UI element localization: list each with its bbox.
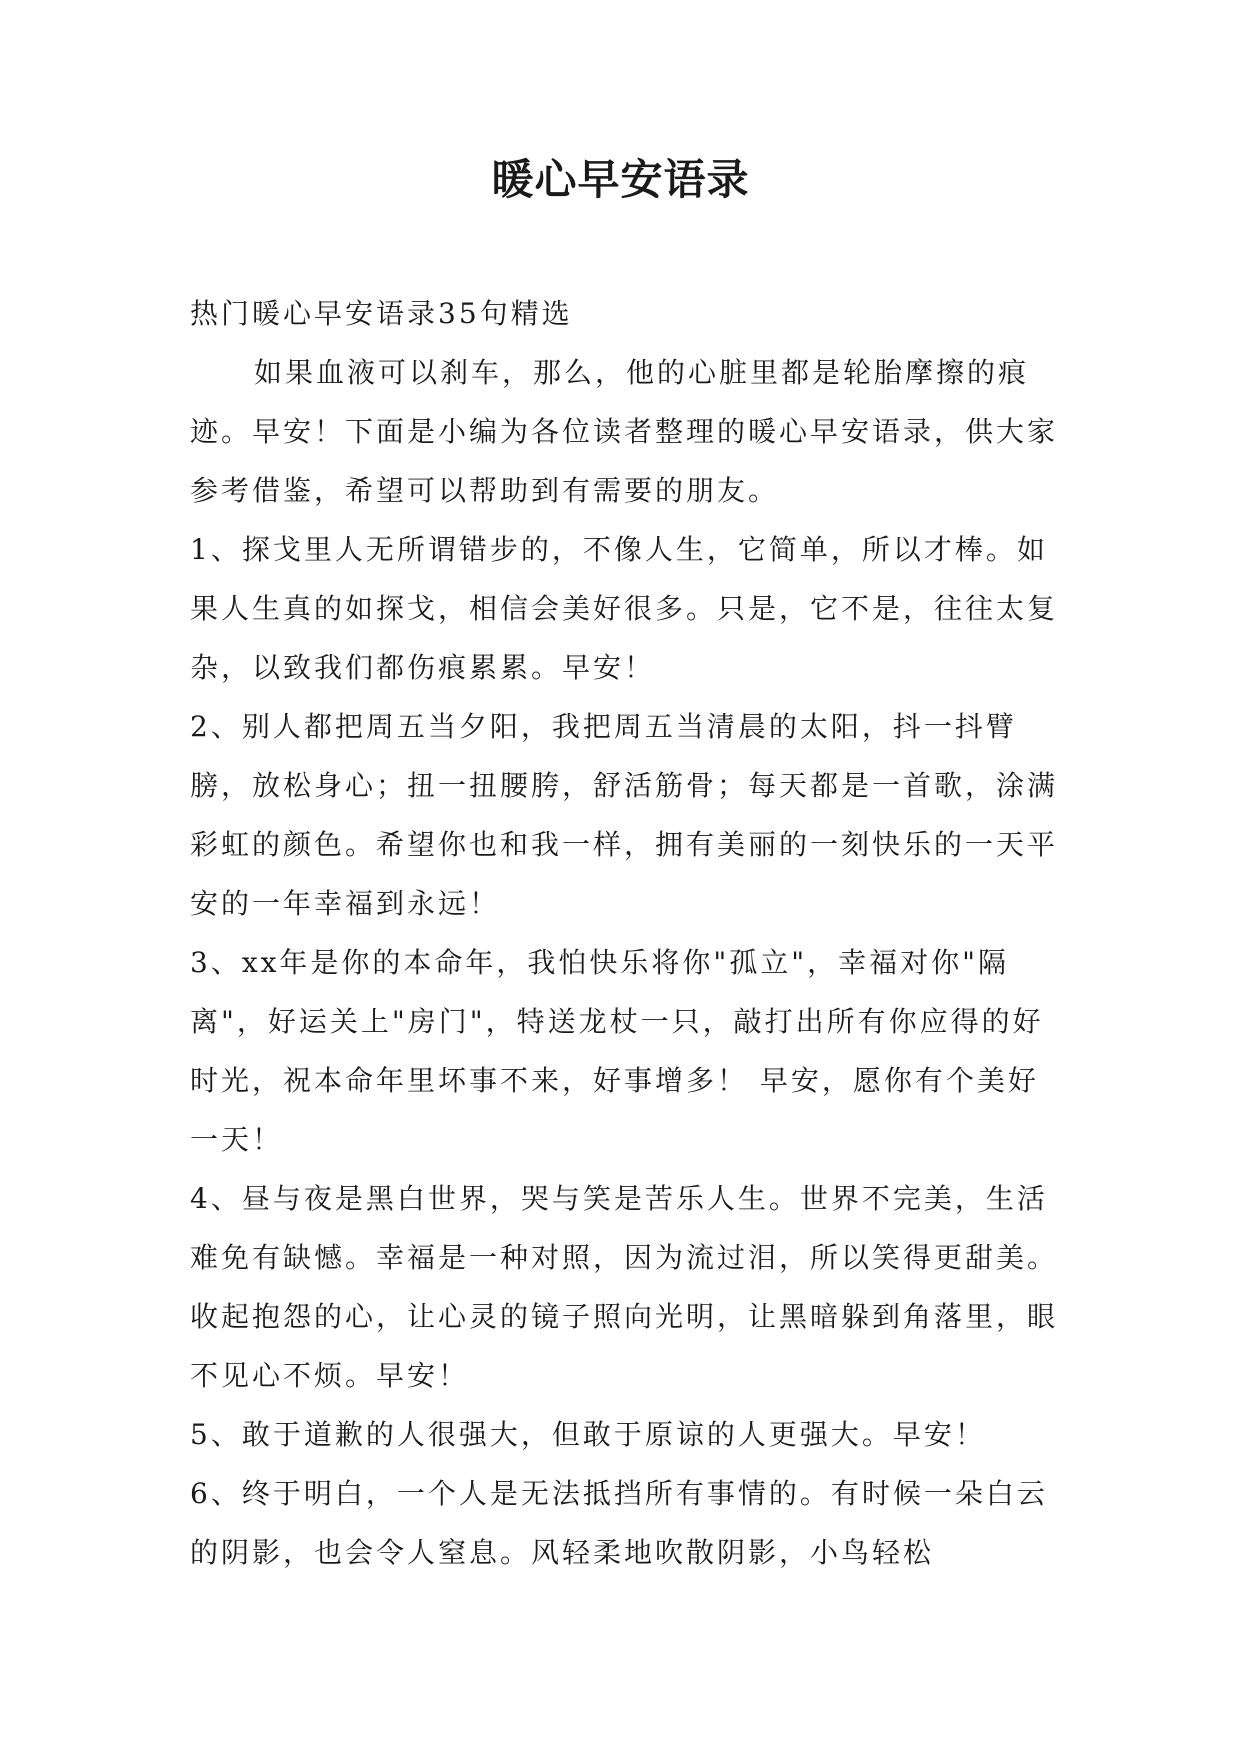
document-title: 暖心早安语录 xyxy=(491,155,750,204)
quote-item-3: 3、xx年是你的本命年，我怕快乐将你"孤立"，幸福对你"隔离"，好运关上"房门"，特送龙杖一只，敲打出所有你应得的好时光，祝本命年里坏事不来，好事增多！ 早安，愿你有个美好一天！ xyxy=(190,946,1044,1156)
quote-item-2: 2、别人都把周五当夕阳，我把周五当清晨的太阳，抖一抖臂膀，放松身心；扭一扭腰胯，舒活筋骨；每天都是一首歌，涂满彩虹的颜色。希望你也和我一样，拥有美丽的一刻快乐的一天平安的一年幸福到永远！ xyxy=(190,710,1059,920)
document-body xyxy=(190,284,1060,1582)
quote-item-6: 6、终于明白，一个人是无法抵挡所有事情的。有时候一朵白云的阴影，也会令人窒息。风轻柔地吹散阴影，小鸟轻松 xyxy=(190,1477,1048,1569)
intro-paragraph: 如果血液可以刹车，那么，他的心脏里都是轮胎摩擦的痕迹。早安！下面是小编为各位读者整理的暖心早安语录，供大家参考借鉴，希望可以帮助到有需要的朋友。 xyxy=(190,356,1059,507)
quote-item-4: 4、昼与夜是黑白世界，哭与笑是苦乐人生。世界不完美，生活难免有缺憾。幸福是一种对照，因为流过泪，所以笑得更甜美。收起抱怨的心，让心灵的镜子照向光明，让黑暗躲到角落里，眼不见心不烦。早安！ xyxy=(190,1182,1059,1392)
quote-item-1: 1、探戈里人无所谓错步的，不像人生，它简单，所以才棒。如果人生真的如探戈，相信会美好很多。只是，它不是，往往太复杂，以致我们都伤痕累累。早安！ xyxy=(190,533,1059,684)
document-subtitle: 热门暖心早安语录35句精选 xyxy=(190,297,573,330)
quote-item-5: 5、敢于道歉的人很强大，但敢于原谅的人更强大。早安！ xyxy=(190,1418,986,1451)
